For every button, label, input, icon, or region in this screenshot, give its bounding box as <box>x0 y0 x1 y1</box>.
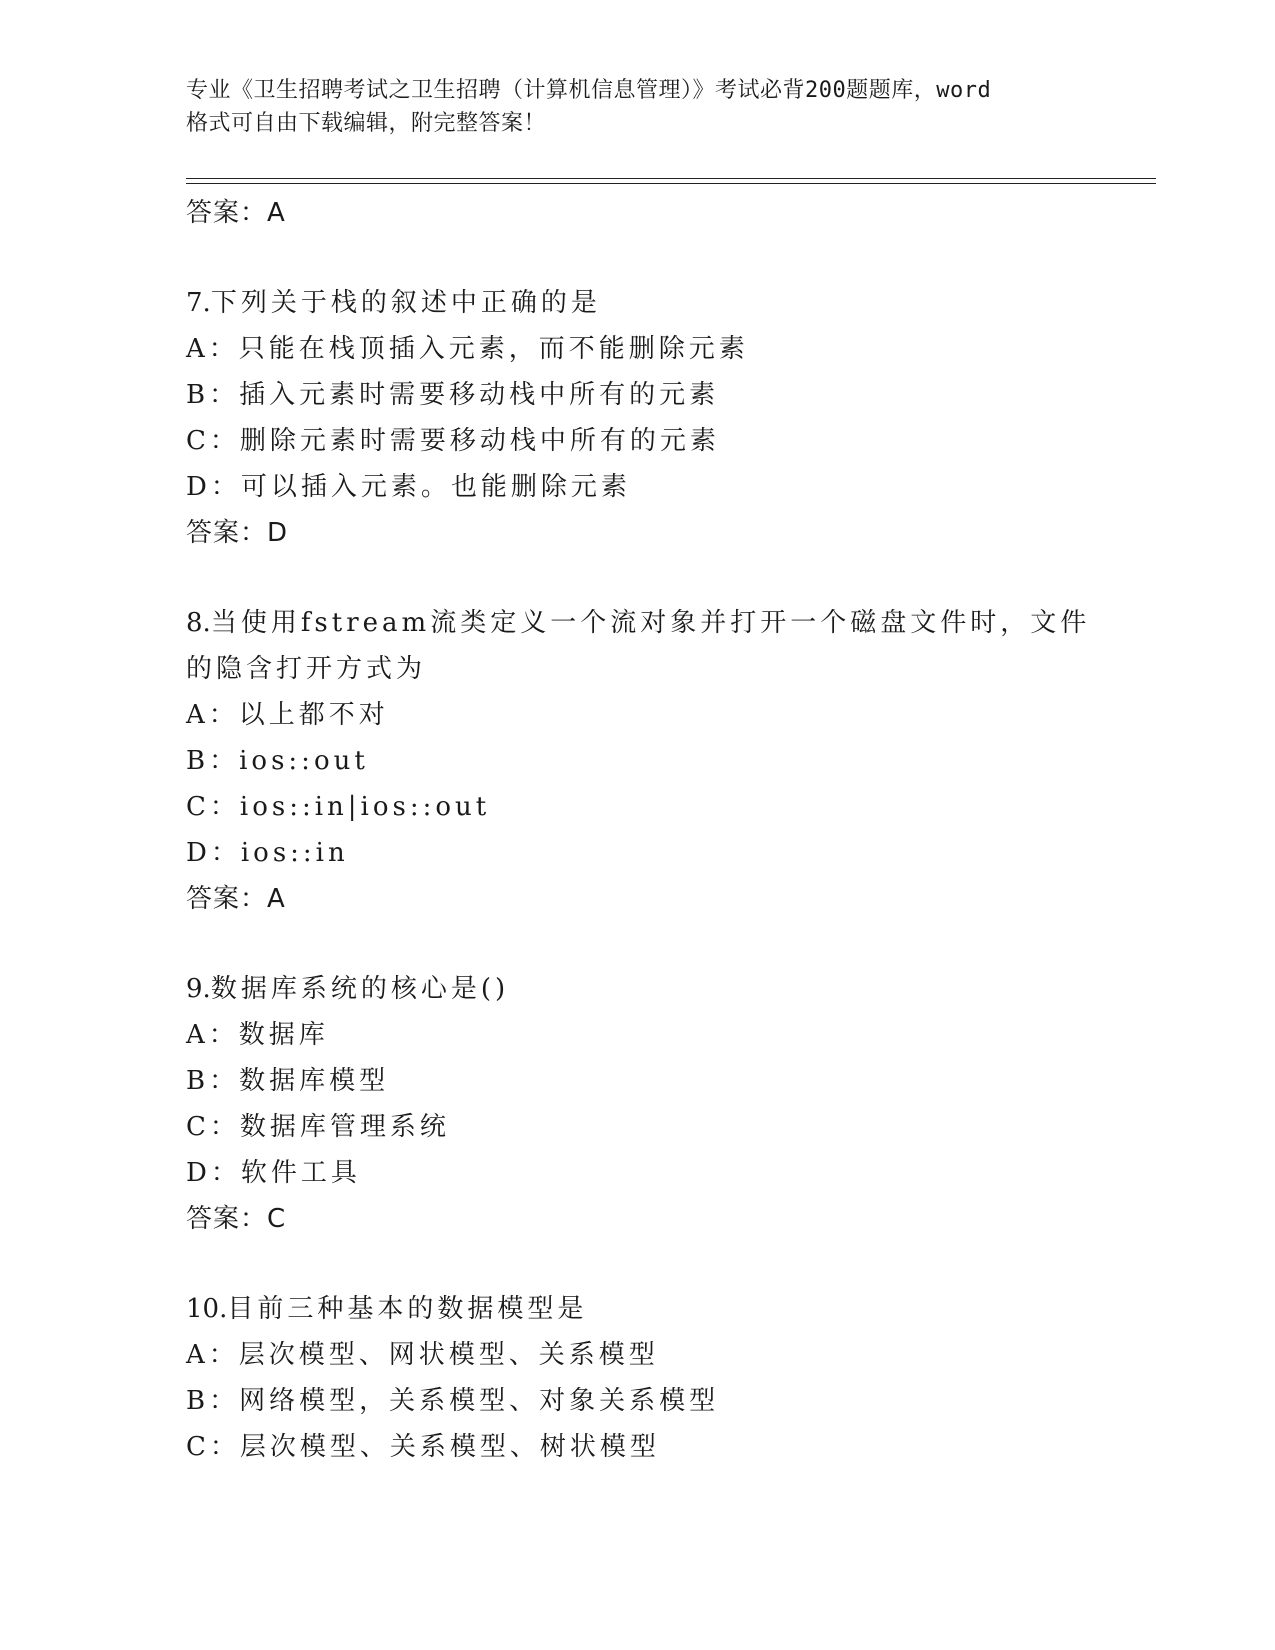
option-a: A：只能在栈顶插入元素，而不能删除元素 <box>186 334 749 364</box>
document-page <box>186 0 1156 1650</box>
answer-line: 答案：C <box>186 1204 287 1234</box>
question-10 <box>186 1286 1156 1470</box>
option-b: B：数据库模型 <box>186 1066 390 1096</box>
question-9 <box>186 966 1156 1242</box>
option-b: B：ios::out <box>186 746 369 776</box>
question-text: 数据库系统的核心是() <box>210 974 510 1004</box>
option-a: A：层次模型、网状模型、关系模型 <box>186 1340 659 1370</box>
question-stem <box>186 600 1156 646</box>
option-b: B：网络模型，关系模型、对象关系模型 <box>186 1386 720 1416</box>
question-text: 目前三种基本的数据模型是 <box>227 1294 588 1324</box>
option-a: A：以上都不对 <box>186 700 389 730</box>
question-text: 下列关于栈的叙述中正确的是 <box>210 288 601 318</box>
option-d: D：可以插入元素。也能删除元素 <box>186 472 631 502</box>
question-number: 8. <box>186 608 211 638</box>
option-a: A：数据库 <box>186 1020 329 1050</box>
question-7 <box>186 280 1156 556</box>
question-number: 9. <box>186 974 211 1004</box>
option-d: D：ios::in <box>186 838 349 868</box>
document-header <box>186 74 1106 140</box>
answer-line: 答案：D <box>186 518 289 548</box>
question-stem <box>186 1286 1156 1332</box>
question-stem <box>186 280 1156 326</box>
header-line-1: 专业《卫生招聘考试之卫生招聘（计算机信息管理）》考试必背200题题库，word <box>186 78 992 103</box>
option-c: C：ios::in|ios::out <box>186 792 491 822</box>
option-d: D：软件工具 <box>186 1158 361 1188</box>
question-text: 当使用fstream流类定义一个流对象并打开一个磁盘文件时，文件 <box>210 608 1091 638</box>
question-number: 7. <box>186 288 211 318</box>
option-c: C：删除元素时需要移动栈中所有的元素 <box>186 426 720 456</box>
question-list <box>186 190 1156 1470</box>
option-b: B：插入元素时需要移动栈中所有的元素 <box>186 380 720 410</box>
header-divider <box>186 178 1156 179</box>
option-c: C：层次模型、关系模型、树状模型 <box>186 1432 660 1462</box>
answer-line: 答案：A <box>186 198 286 228</box>
answer-line: 答案：A <box>186 884 286 914</box>
header-line-2: 格式可自由下载编辑，附完整答案！ <box>186 111 547 136</box>
header-divider-second <box>186 183 1156 184</box>
question-text-continued: 的隐含打开方式为 <box>186 654 427 684</box>
question-stem <box>186 966 1156 1012</box>
option-c: C：数据库管理系统 <box>186 1112 450 1142</box>
question-8 <box>186 600 1156 922</box>
question-number: 10. <box>186 1294 228 1324</box>
